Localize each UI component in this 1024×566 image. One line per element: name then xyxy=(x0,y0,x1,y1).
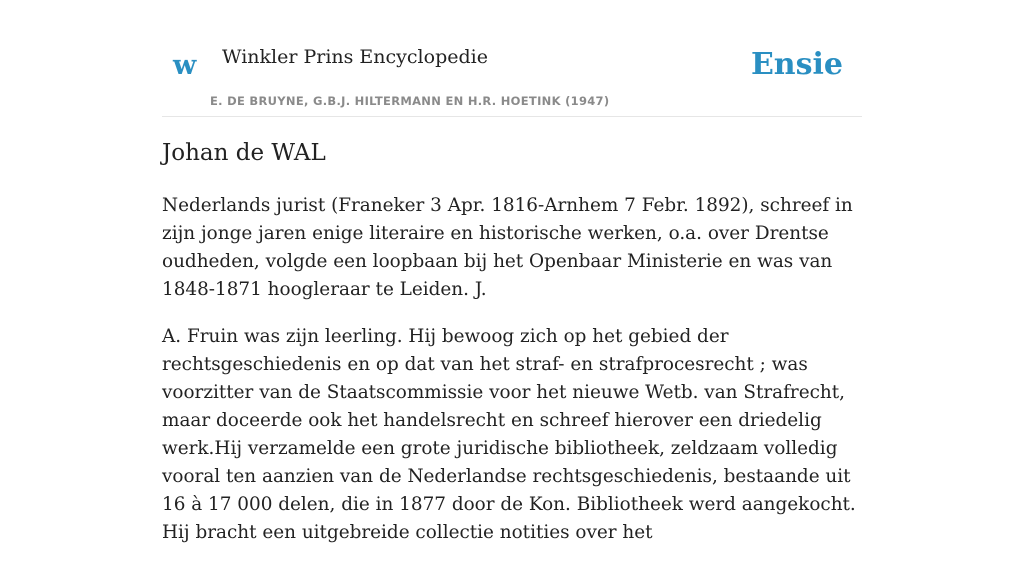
article-body xyxy=(162,192,862,566)
site-header xyxy=(162,0,862,117)
brand-logo-link[interactable]: Ensie xyxy=(750,47,843,82)
article-title: Johan de WAL xyxy=(162,140,326,166)
site-title-link[interactable]: Winkler Prins Encyclopedie xyxy=(222,46,488,68)
paragraph: A. Fruin was zijn leerling. Hij bewoog zich op het gebied der rechtsgeschiedenis en op dat van het straf- en strafprocesrecht ; was voorzitter van de Staatscommissie voor het nieuwe Wetb. van Strafrecht, maar doceerde ook het handelsrecht en schreef hierover een driedelig werk.Hij verzamelde een grote juridische bibliotheek, zeldzaam volledig vooral ten aanzien van de Nederlandse rechtsgeschiedenis, bestaande uit 16 à 17 000 delen, die in 1877 door de Kon. Bibliotheek werd aangekocht. Hij bracht een uitgebreide collectie notities over het xyxy=(162,326,856,543)
byline: E. DE BRUYNE, G.B.J. HILTERMANN EN H.R. HOETINK (1947) xyxy=(210,94,610,108)
page xyxy=(162,0,862,543)
site-logo[interactable]: w xyxy=(173,50,197,81)
paragraph: Nederlands jurist (Franeker 3 Apr. 1816-Arnhem 7 Febr. 1892), schreef in zijn jonge jaren enige literaire en historische werken, o.a. over Drentse oudheden, volgde een loopbaan bij het Openbaar Ministerie en was van 1848-1871 hoogleraar te Leiden. J. xyxy=(162,195,853,300)
